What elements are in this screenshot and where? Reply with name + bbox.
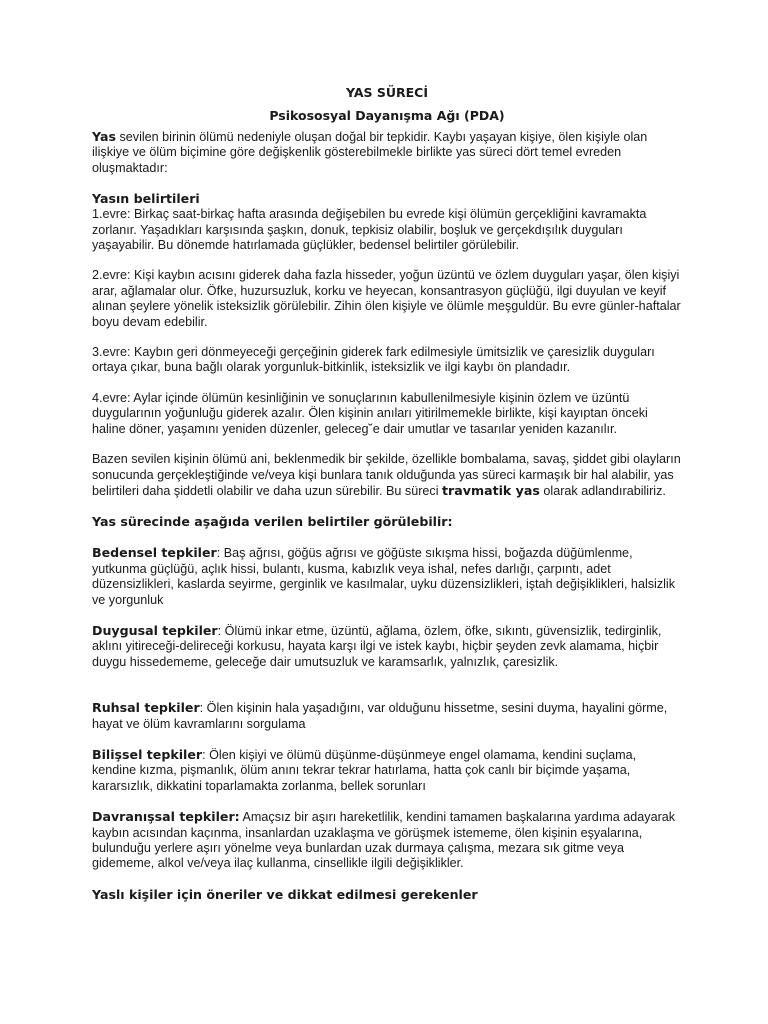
duygusal-text: : Ölümü inkar etme, üzüntü, ağlama, özlem, öfke, sıkıntı, güvensizlik, tedirginlik, aklını yitireceği-delireceği korkusu, hayata karşı ilgi ve istek kaybı, hiçbir şeyden zevk alamama, hiçbir duygu hissedememe, geleceğe dair umutsuzluk ve karamsarlık, yalnızlık, çaresizlik. <box>92 623 662 669</box>
bedensel-paragraph <box>92 545 682 608</box>
bedensel-text: : Baş ağrısı, göğüs ağrısı ve göğüste sıkışma hissi, boğazda düğümlenme, yutkunma güçlüğü, açlık hissi, bulantı, kusma, kabızlık veya ishal, nefes darlığı, çarpıntı, adet düzensizlikleri, kaslarda seyirme, gerginlik ve kasılmalar, uyku düzensizlikleri, iştah değişiklikleri, halsizlik ve yorgunluk <box>92 546 676 607</box>
intro-paragraph <box>92 129 682 176</box>
bilissel-text: : Ölen kişiyi ve ölümü düşünme-düşünmeye engel olamama, kendini suçlama, kendine kızma, pişmanlık, ölüm anını tekrar tekrar hatırlama, hatta çok canlı bir biçimde yaşama, kararsızlık, dikkatini toparlamakta zorlanma, bellek sorunları <box>92 747 637 793</box>
davranissal-paragraph <box>92 809 682 872</box>
duygusal-label: Duygusal tepkiler <box>92 622 218 638</box>
section-heading-belirtiler: Yasın belirtileri <box>92 191 200 207</box>
bedensel-label: Bedensel tepkiler <box>92 545 217 561</box>
evre-3-paragraph: 3.evre: Kaybın geri dönmeyeceği gerçeğinin giderek fark edilmesiyle ümitsizlik ve çaresizlik duyguları ortaya çıkar, buna bağlı olarak yorgunluk-bitkinlik, isteksizlik ve ilgi kaybı ön plandadır. <box>92 345 655 375</box>
evre-1-paragraph: 1.evre: Birkaç saat-birkaç hafta arasında değişebilen bu evrede kişi ölümün gerçekliğini kavramakta zorlanır. Yaşadıkları karşısında şaşkın, donuk, tepkisiz olabilir, boşluk ve gerçekdışılık duyguları yaşayabilir. Bu dönemde hatırlamada güçlükler, bedensel belirtiler görülebilir. <box>92 207 647 253</box>
document-page <box>92 80 682 903</box>
bilissel-label: Bilişsel tepkiler <box>92 746 203 762</box>
davranissal-label: Davranışsal tepkiler: <box>92 809 240 825</box>
section-heading-surec: Yas sürecinde aşağıda verilen belirtiler görülebilir: <box>92 514 453 530</box>
travmatik-yas-term: travmatik yas <box>442 482 540 498</box>
ruhsal-label: Ruhsal tepkiler <box>92 700 200 716</box>
travmatik-pre-text: Bazen sevilen kişinin ölümü ani, beklenmedik bir şekilde, özellikle bombalama, savaş, şiddet gibi olayların sonucunda gerçekleştiğinde ve/veya kişi bunlara tanık olduğunda yas süreci karmaşık bir hal alabilir, yas belirtileri daha şiddetli olabilir ve daha uzun sürebilir. Bu süreci <box>92 452 681 498</box>
travmatik-post-text: olarak adlandırabiliriz. <box>539 483 666 498</box>
evre-2-paragraph: 2.evre: Kişi kaybın acısını giderek daha fazla hisseder, yoğun üzüntü ve özlem duyguları yaşar, ölen kişiyi arar, ağlamalar olur. Öfke, huzursuzluk, korku ve heyecan, konsantrasyon güçlüğü, ilgi duyulan ve keyif alınan şeylere yönelik isteksizlik görülebilir. Zihin ölen kişiyle ve ölümle meşguldür. Bu evre günler-haftalar boyu devam edebilir. <box>92 268 681 329</box>
intro-text: sevilen birinin ölümü nedeniyle oluşan doğal bir tepkidir. Kaybı yaşayan kişiye, ölen kişiyle olan ilişkiye ve ölüm biçimine göre değişkenlik gösterebilmekle birlikte yas süreci dört temel evreden oluşmaktadır: <box>92 130 648 175</box>
bilissel-paragraph <box>92 747 682 794</box>
document-subtitle: Psikososyal Dayanışma Ağı (PDA) <box>269 108 505 123</box>
duygusal-paragraph <box>92 623 682 670</box>
ruhsal-text: : Ölen kişinin hala yaşadığını, var olduğunu hissetme, sesini duyma, hayalini görme, hayat ve ölüm kavramlarını sorgulama <box>92 701 668 731</box>
document-title: YAS SÜRECİ <box>345 85 429 100</box>
davranissal-text: Amaçsız bir aşırı hareketlilik, kendini tamamen başkalarına yardıma adayarak kaybın acısından kaçınma, insanlardan uzaklaşma ve görüşmek istememe, ölen kişinin eşyalarına, bulunduğu yerlere aşırı yönelme veya bunlardan uzak durmaya çalışma, mezara sık gitme veya gidememe, alkol ve/veya ilaç kullanma, cinsellikle ilgili değişiklikler. <box>92 810 676 871</box>
ruhsal-paragraph <box>92 700 682 732</box>
section-heading-oneriler: Yaslı kişiler için öneriler ve dikkat edilmesi gerekenler <box>92 886 478 902</box>
evre-4-paragraph: 4.evre: Aylar içinde ölümün kesinliğinin ve sonuçlarının kabullenilmesiyle kişinin özlem ve üzüntü duygularının yoğunluğu giderek azalır. Ölen kişinin anıları yitirilmemekle birlikte, kişi kayıptan önceki haline döner, yaşamını yeniden düzenler, geleceg˘e dair umutlar ve tasarılar yeniden kazanılır. <box>92 390 648 436</box>
travmatik-yas-paragraph <box>92 452 682 499</box>
intro-bold-term: Yas <box>92 129 116 144</box>
